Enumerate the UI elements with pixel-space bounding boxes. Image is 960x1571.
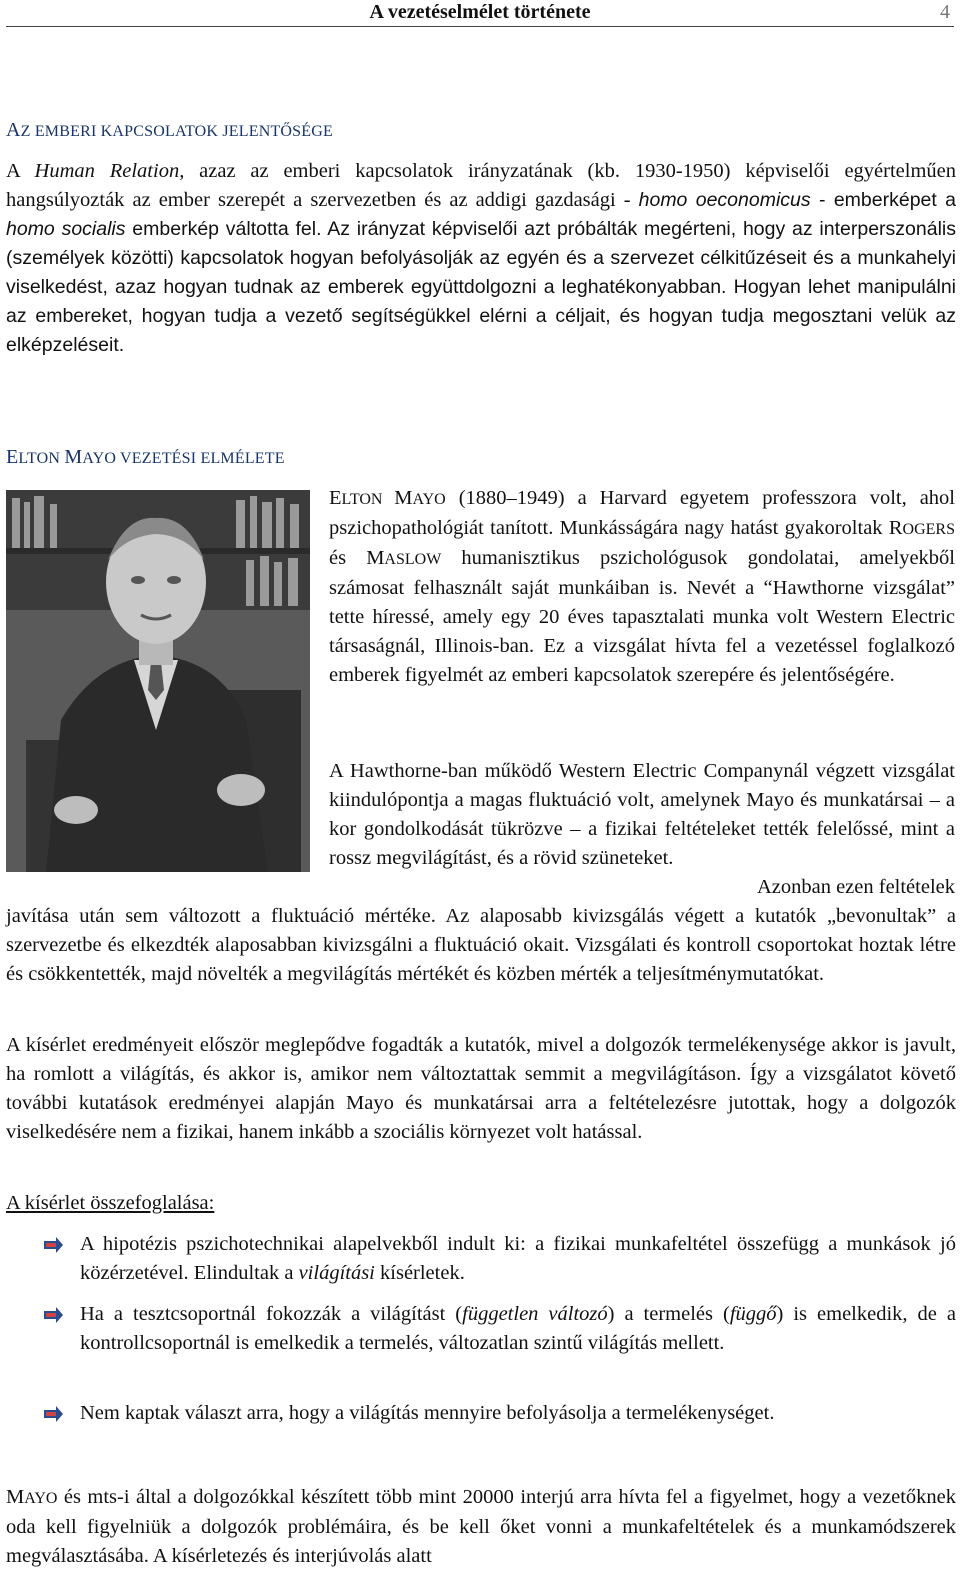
- experiment-results-paragraph: A kísérlet eredményeit először meglepődve fogadták a kutatók, mivel a dolgozók termelékenysége akkor is javult, ha romlott a világítás, és akkor is, amikor nem változtattak semmit a megvilágításon. Így a vizsgálatot követő további kutatások eredményei alapján Mayo és munkatársai arra a feltételezésre jutottak, hogy a dolgozók viselkedésére nem a fizikai, hanem inkább a szociális környezet volt hatással.: [6, 1034, 956, 1143]
- list-item: [42, 1399, 956, 1428]
- elton-mayo-photo: [6, 490, 310, 872]
- bullet-text: A hipotézis pszichotechnikai alapelvekből indult ki: a fizikai munkafeltétel összefügg a munkások jó közérzetével. Elindultak a világítási kísérletek.: [80, 1233, 956, 1284]
- list-item: [42, 1300, 956, 1387]
- bullet-text: Nem kaptak választ arra, hogy a világítás mennyire befolyásolja a termelékenységet.: [80, 1402, 775, 1424]
- portrait-image: [6, 490, 310, 872]
- hawthorne-study-continuation: javítása után sem változott a fluktuáció mértéke. Az alaposabb kivizsgálás végett a kutatók „bevonultak” a szervezetbe és elkezdték alaposabban kivizsgálni a fluktuáció okait. Vizsgálati és kontroll csoportokat hoztak létre és csökkentették, majd növelték a megvilágítás mértékét és közben mérték a teljesítménymutatókat.: [6, 905, 956, 985]
- bullet-arrow-icon: [42, 1405, 64, 1423]
- hawthorne-study-line-tail: Azonban ezen feltételek: [756, 876, 955, 898]
- summary-label: A kísérlet összefoglalása:: [6, 1192, 215, 1214]
- mayo-biography-paragraph: ELTON MAYO (1880–1949) a Harvard egyetem professzora volt, ahol pszichopathológiát tanított. Munkásságára nagy hatást gyakoroltak ROGERS és MASLOW humanisztikus pszichológusok gondolatai, amelyekből számosat felhasznált saját munkáiban is. Nevét a “Hawthorne vizsgálat” tette híressé, amely egy 20 éves tapasztalati munka volt Western Electric társaságnál, Illinois-ban. Ez a vizsgálat hívta fel a vezetéssel foglalkozó emberek figyelmét az emberi kapcsolatok szerepére és jelentőségére.: [329, 487, 955, 686]
- section-heading-elton-mayo: ELTON MAYO VEZETÉSI ELMÉLETE: [6, 446, 285, 468]
- interviews-paragraph: MAYO és mts-i által a dolgozókkal készített több mint 20000 interjú arra hívta fel a figyelmet, hogy a vezetőknek oda kell figyelniük a dolgozók problémáira, és be kell őket vonni a munkafeltételek és a munkamódszerek megválasztásába. A kísérletezés és interjúvolás alatt: [6, 1486, 956, 1567]
- bullet-text: Ha a tesztcsoportnál fokozzák a világítást (független változó) a termelés (függő) is emelkedik, de a kontrollcsoportnál is emelkedik a termelés, változatlan szintű világítás mellett.: [80, 1303, 956, 1354]
- intro-paragraph: A Human Relation, azaz az emberi kapcsolatok irányzatának (kb. 1930-1950) képviselői egyértelműen hangsúlyozták az ember szerepét a szervezetben és az addigi gazdasági - homo oeconomicus - emberképet a homo socialis emberkép váltotta fel. Az irányzat képviselői azt próbálták megérteni, hogy az interperszonális (személyek közötti) kapcsolatok hogyan befolyásolják az egyén és a szervezet célkitűzéseit és a munkahelyi viselkedést, azaz hogyan tudnak az emberek együttdolgozni a leghatékonyabban. Hogyan lehet manipulálni az embereket, hogyan tudja a vezető segítségükkel elérni a céljait, és hogyan tudja megosztani velük az elképzeléseit.: [6, 160, 956, 356]
- page-header: [6, 0, 954, 27]
- bullet-arrow-icon: [42, 1236, 64, 1254]
- hawthorne-study-paragraph: A Hawthorne-ban működő Western Electric Companynál végzett vizsgálat kiindulópontja a magas fluktuáció volt, amelynek Mayo és munkatársai – a kor gondolkodását tükrözve – a fizikai feltételeket tették felelőssé, mint a rossz megvilágítást, és a rövid szüneteket.: [329, 760, 955, 869]
- running-title: A vezetéselmélet története: [369, 1, 591, 23]
- list-item: [42, 1230, 956, 1288]
- page-number: 4: [940, 1, 950, 23]
- section-heading-human-relations: AZ EMBERI KAPCSOLATOK JELENTŐSÉGE: [6, 119, 333, 141]
- bullet-arrow-icon: [42, 1306, 64, 1324]
